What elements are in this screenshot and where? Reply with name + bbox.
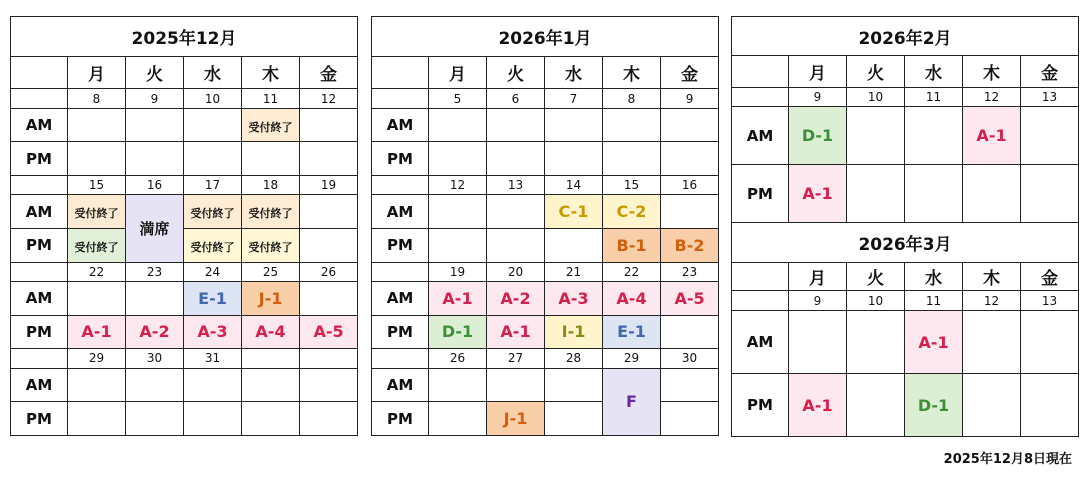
- weekday-wed: 水: [545, 56, 603, 89]
- am-label: AM: [11, 368, 68, 402]
- session-code: E-1: [617, 322, 646, 342]
- slot-cell: [545, 142, 603, 176]
- date-cell: 15: [603, 176, 661, 195]
- date-cell: 28: [545, 349, 603, 368]
- slot-cell: [68, 282, 126, 316]
- date-cell: 14: [545, 176, 603, 195]
- date-row-spacer: [11, 89, 68, 108]
- slot-cell: [429, 229, 487, 263]
- pm-label: PM: [732, 165, 789, 223]
- session-code: A-1: [442, 288, 473, 308]
- date-cell: 29: [68, 349, 126, 368]
- date-cell: 9: [126, 89, 184, 108]
- slot-cell-closed: [68, 195, 126, 229]
- am-label: AM: [11, 195, 68, 229]
- slot-cell: [184, 402, 242, 436]
- slot-cell: [487, 142, 545, 176]
- am-label: AM: [372, 108, 429, 142]
- closed-note: 受付終了: [248, 240, 293, 254]
- slot-cell: [68, 368, 126, 402]
- date-cell: 26: [429, 349, 487, 368]
- calendar-2026-03: [731, 222, 1079, 437]
- session-code: A-1: [802, 395, 833, 415]
- session-code: A-5: [313, 322, 344, 342]
- date-row-spacer: [372, 89, 429, 108]
- weekday-wed: 水: [184, 56, 242, 89]
- date-cell: 20: [487, 262, 545, 281]
- date-row-spacer: [11, 262, 68, 281]
- slot-cell-session[interactable]: [68, 315, 126, 349]
- slot-cell: [847, 374, 905, 437]
- am-label: AM: [372, 282, 429, 316]
- date-cell: 12: [963, 291, 1021, 311]
- slot-cell: [242, 142, 300, 176]
- slot-cell-session[interactable]: [300, 315, 358, 349]
- date-cell: 9: [661, 89, 719, 108]
- pm-label: PM: [11, 142, 68, 176]
- weekday-tue: 火: [126, 56, 184, 89]
- date-cell: 25: [242, 262, 300, 281]
- slot-cell-session[interactable]: [545, 282, 603, 316]
- slot-cell-session[interactable]: [661, 229, 719, 263]
- am-label: AM: [11, 282, 68, 316]
- slot-cell: [68, 108, 126, 142]
- slot-cell: [545, 108, 603, 142]
- session-code: A-5: [674, 288, 705, 308]
- slot-cell: [487, 368, 545, 402]
- date-cell: 18: [242, 176, 300, 195]
- slot-cell: [126, 368, 184, 402]
- date-cell: 30: [661, 349, 719, 368]
- slot-cell-session[interactable]: [789, 374, 847, 437]
- weekday-mon: 月: [789, 263, 847, 291]
- slot-cell-session[interactable]: [603, 229, 661, 263]
- slot-cell: [184, 368, 242, 402]
- slot-cell-session[interactable]: [429, 315, 487, 349]
- slot-cell: [429, 402, 487, 436]
- corner-cell: [732, 56, 789, 88]
- am-label: AM: [732, 107, 789, 165]
- slot-cell-closed: [184, 229, 242, 263]
- date-row-spacer: [11, 349, 68, 368]
- slot-cell: [963, 374, 1021, 437]
- date-cell: 11: [905, 291, 963, 311]
- date-cell: 5: [429, 89, 487, 108]
- date-cell: 13: [487, 176, 545, 195]
- slot-cell: [963, 311, 1021, 374]
- slot-cell-session[interactable]: [126, 315, 184, 349]
- slot-cell-closed: [242, 195, 300, 229]
- slot-cell: [429, 195, 487, 229]
- date-cell: 22: [68, 262, 126, 281]
- date-row-spacer: [732, 291, 789, 311]
- pm-label: PM: [372, 402, 429, 436]
- slot-cell: [126, 142, 184, 176]
- slot-cell-closed: [68, 229, 126, 263]
- slot-cell-session[interactable]: [487, 282, 545, 316]
- slot-cell-session[interactable]: [487, 402, 545, 436]
- slot-cell: [847, 165, 905, 223]
- date-cell: 22: [603, 262, 661, 281]
- am-label: AM: [11, 108, 68, 142]
- date-cell: 30: [126, 349, 184, 368]
- slot-cell-closed: [242, 108, 300, 142]
- slot-cell: [661, 142, 719, 176]
- date-cell: 10: [847, 88, 905, 107]
- slot-cell: [242, 368, 300, 402]
- slot-cell: [661, 195, 719, 229]
- closed-note: 受付終了: [248, 207, 293, 221]
- session-code: A-4: [616, 288, 647, 308]
- date-cell: 17: [184, 176, 242, 195]
- date-cell: 9: [789, 291, 847, 311]
- session-code: A-1: [802, 184, 833, 203]
- slot-cell-closed: [184, 195, 242, 229]
- date-cell: 13: [1021, 291, 1079, 311]
- session-code: A-3: [558, 288, 589, 308]
- pm-label: PM: [372, 229, 429, 263]
- slot-cell: [184, 108, 242, 142]
- session-code: J-1: [258, 288, 283, 308]
- slot-cell-session[interactable]: [242, 315, 300, 349]
- session-code: A-1: [81, 322, 112, 342]
- weekday-tue: 火: [847, 56, 905, 88]
- slot-cell: [300, 368, 358, 402]
- slot-cell: [487, 229, 545, 263]
- slot-cell: [300, 229, 358, 263]
- date-cell: 21: [545, 262, 603, 281]
- weekday-wed: 水: [905, 263, 963, 291]
- slot-cell: [126, 402, 184, 436]
- slot-cell: [603, 108, 661, 142]
- weekday-thu: 木: [963, 56, 1021, 88]
- session-code: A-4: [255, 322, 286, 342]
- pm-label: PM: [11, 229, 68, 263]
- slot-cell: [429, 368, 487, 402]
- weekday-thu: 木: [963, 263, 1021, 291]
- slot-cell-session[interactable]: [603, 195, 661, 229]
- pm-label: PM: [372, 142, 429, 176]
- date-cell: 10: [847, 291, 905, 311]
- slot-cell: [487, 195, 545, 229]
- date-row-spacer: [372, 349, 429, 368]
- slot-cell: [1021, 374, 1079, 437]
- session-code: F: [626, 392, 637, 412]
- weekday-fri: 金: [1021, 263, 1079, 291]
- date-cell: 26: [300, 262, 358, 281]
- date-cell: 10: [184, 89, 242, 108]
- date-row-spacer: [372, 262, 429, 281]
- slot-cell: [661, 315, 719, 349]
- slot-cell-session[interactable]: [545, 195, 603, 229]
- date-cell: 19: [300, 176, 358, 195]
- session-code: D-1: [917, 395, 950, 415]
- closed-note: 受付終了: [74, 207, 119, 221]
- weekday-tue: 火: [847, 263, 905, 291]
- date-cell: 11: [242, 89, 300, 108]
- slot-cell-session[interactable]: [905, 311, 963, 374]
- date-cell: 6: [487, 89, 545, 108]
- slot-cell: [68, 402, 126, 436]
- date-row-spacer: [11, 176, 68, 195]
- date-cell: 29: [603, 349, 661, 368]
- date-cell: 12: [963, 88, 1021, 107]
- date-row-spacer: [372, 176, 429, 195]
- date-cell: 23: [126, 262, 184, 281]
- calendar-2025-12: [10, 16, 358, 436]
- slot-cell-session[interactable]: [603, 315, 661, 349]
- month-title: 2026年2月: [732, 17, 1079, 56]
- slot-cell: [68, 142, 126, 176]
- date-cell: 19: [429, 262, 487, 281]
- slot-cell: [1021, 107, 1079, 165]
- slot-cell: [1021, 311, 1079, 374]
- session-code: D-1: [801, 126, 834, 145]
- slot-cell-session[interactable]: [661, 282, 719, 316]
- closed-note: 受付終了: [190, 240, 235, 254]
- corner-cell: [11, 56, 68, 89]
- weekday-wed: 水: [905, 56, 963, 88]
- weekday-fri: 金: [300, 56, 358, 89]
- slot-cell: [603, 142, 661, 176]
- slot-cell: [661, 108, 719, 142]
- month-title: 2026年1月: [372, 17, 719, 57]
- slot-cell: [545, 402, 603, 436]
- slot-cell-session[interactable]: [184, 282, 242, 316]
- date-cell: 31: [184, 349, 242, 368]
- slot-cell: [545, 229, 603, 263]
- slot-cell-session[interactable]: [789, 165, 847, 223]
- closed-note: 受付終了: [248, 120, 293, 134]
- session-code: A-2: [139, 322, 170, 342]
- date-cell: [300, 349, 358, 368]
- month-title: 2026年3月: [732, 223, 1079, 263]
- date-cell: 12: [300, 89, 358, 108]
- calendar-2026-02: [731, 16, 1079, 223]
- date-cell: 16: [126, 176, 184, 195]
- slot-cell: [300, 195, 358, 229]
- corner-cell: [372, 56, 429, 89]
- slot-cell-session[interactable]: [905, 374, 963, 437]
- weekday-fri: 金: [661, 56, 719, 89]
- session-code: A-3: [197, 322, 228, 342]
- slot-cell: [184, 142, 242, 176]
- slot-cell-session[interactable]: [603, 282, 661, 316]
- session-code: J-1: [503, 409, 528, 429]
- slot-cell: [429, 142, 487, 176]
- slot-cell: [905, 107, 963, 165]
- closed-note: 受付終了: [190, 207, 235, 221]
- slot-cell: [487, 108, 545, 142]
- date-cell: 24: [184, 262, 242, 281]
- date-cell: [242, 349, 300, 368]
- session-code: A-2: [500, 288, 531, 308]
- session-code: I-1: [561, 322, 586, 342]
- date-cell: 11: [905, 88, 963, 107]
- slot-cell-closed: [242, 229, 300, 263]
- slot-cell-session[interactable]: [184, 315, 242, 349]
- weekday-mon: 月: [429, 56, 487, 89]
- weekday-mon: 月: [789, 56, 847, 88]
- session-code: C-1: [558, 202, 589, 222]
- date-cell: 8: [68, 89, 126, 108]
- date-cell: 12: [429, 176, 487, 195]
- weekday-tue: 火: [487, 56, 545, 89]
- am-label: AM: [732, 311, 789, 374]
- pm-label: PM: [732, 374, 789, 437]
- slot-cell: [1021, 165, 1079, 223]
- slot-cell-session[interactable]: [242, 282, 300, 316]
- as-of-date: 2025年12月8日現在: [943, 452, 1072, 467]
- weekday-thu: 木: [603, 56, 661, 89]
- date-cell: 13: [1021, 88, 1079, 107]
- slot-cell: [242, 402, 300, 436]
- date-cell: 9: [789, 88, 847, 107]
- session-code: B-1: [616, 235, 647, 255]
- slot-cell: [847, 107, 905, 165]
- slot-cell: [429, 108, 487, 142]
- session-code: B-2: [674, 235, 705, 255]
- slot-cell: [661, 368, 719, 402]
- date-cell: 15: [68, 176, 126, 195]
- session-code: D-1: [441, 322, 474, 342]
- slot-cell-session[interactable]: [963, 107, 1021, 165]
- am-label: AM: [372, 368, 429, 402]
- session-code: A-1: [976, 126, 1007, 145]
- slot-cell: [905, 165, 963, 223]
- date-cell: 23: [661, 262, 719, 281]
- date-cell: 8: [603, 89, 661, 108]
- slot-cell: [300, 108, 358, 142]
- slot-cell-session[interactable]: [789, 107, 847, 165]
- session-code: A-1: [918, 332, 949, 352]
- slot-cell-session[interactable]: [429, 282, 487, 316]
- session-code: E-1: [198, 288, 227, 308]
- pm-label: PM: [11, 402, 68, 436]
- pm-label: PM: [11, 315, 68, 349]
- date-row-spacer: [732, 88, 789, 107]
- slot-cell-session[interactable]: [603, 368, 661, 435]
- date-cell: 27: [487, 349, 545, 368]
- slot-cell-session[interactable]: [487, 315, 545, 349]
- slot-cell: [545, 368, 603, 402]
- slot-cell: [300, 142, 358, 176]
- pm-label: PM: [372, 315, 429, 349]
- slot-cell: [126, 108, 184, 142]
- date-cell: 7: [545, 89, 603, 108]
- month-title: 2025年12月: [11, 17, 358, 57]
- session-code: A-1: [500, 322, 531, 342]
- slot-cell: [300, 402, 358, 436]
- slot-cell: [789, 311, 847, 374]
- calendar-2026-01: [371, 16, 719, 436]
- slot-cell: [661, 402, 719, 436]
- session-code: C-2: [616, 202, 647, 222]
- date-cell: 16: [661, 176, 719, 195]
- full-note: 満席: [139, 220, 170, 238]
- am-label: AM: [372, 195, 429, 229]
- corner-cell: [732, 263, 789, 291]
- slot-cell: [963, 165, 1021, 223]
- slot-cell: [126, 282, 184, 316]
- slot-cell-session[interactable]: [545, 315, 603, 349]
- slot-cell-full: [126, 195, 184, 262]
- slot-cell: [300, 282, 358, 316]
- weekday-thu: 木: [242, 56, 300, 89]
- weekday-mon: 月: [68, 56, 126, 89]
- closed-note: 受付終了: [74, 240, 119, 254]
- weekday-fri: 金: [1021, 56, 1079, 88]
- slot-cell: [847, 311, 905, 374]
